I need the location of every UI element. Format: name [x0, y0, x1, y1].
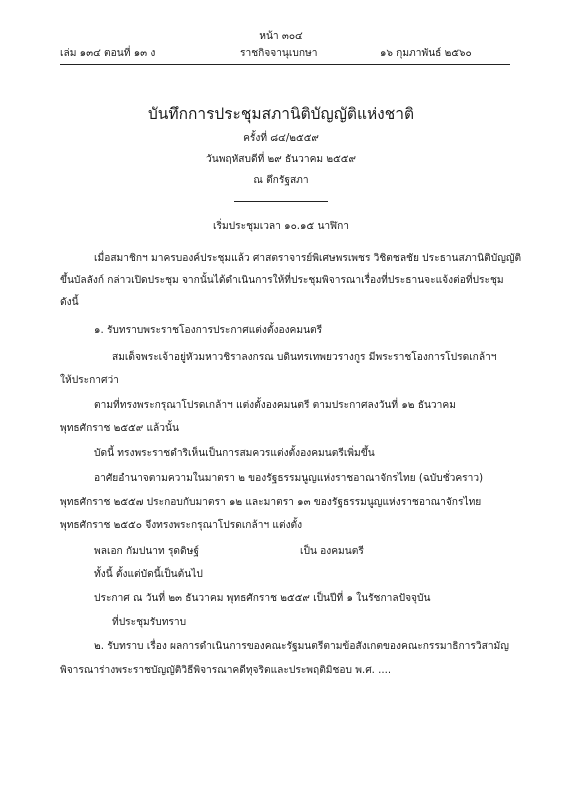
intro-line-2: ขึ้นบัลลังก์ กล่าวเปิดประชุม จากนั้นได้ดำเนินการให้ที่ประชุมพิจารณาเรื่องที่ประธานจะแจ้งต่อที่ประชุม — [60, 275, 504, 286]
item-2-line-2: พิจารณาร่างพระราชบัญญัติวิธีพิจารณาคดีทุจริตและประพฤติมิชอบ พ.ศ. .... — [60, 665, 392, 676]
gazette-volume: เล่ม ๑๓๔ ตอนที่ ๑๓ ง — [60, 48, 156, 59]
gazette-name: ราชกิจจานุเบกษา — [240, 48, 318, 59]
royal-command-line-1: สมเด็จพระเจ้าอยู่หัวมหาวชิราลงกรณ บดินทรเทพยวรางกูร มีพระราชโองการโปรดเกล้าฯ — [112, 352, 497, 363]
appointee-role: เป็น องคมนตรี — [300, 546, 364, 557]
royal-command-line-2: ให้ประกาศว่า — [60, 375, 119, 386]
announced-line: ประกาศ ณ วันที่ ๒๓ ธันวาคม พุทธศักราช ๒๕๕๙ เป็นปีที่ ๑ ในรัชกาลปัจจุบัน — [94, 593, 431, 604]
additional-appointment-line: บัดนี้ ทรงพระราชดำริเห็นเป็นการสมควรแต่งตั้งองคมนตรีเพิ่มขึ้น — [94, 448, 375, 459]
start-time: เริ่มประชุมเวลา ๑๐.๑๕ นาฬิกา — [213, 221, 349, 232]
authority-line-1: อาศัยอำนาจตามความในมาตรา ๒ ของรัฐธรรมนูญแห่งราชอาณาจักรไทย (ฉบับชั่วคราว) — [94, 473, 484, 484]
authority-line-2: พุทธศักราช ๒๕๕๗ ประกอบกับมาตรา ๑๒ และมาตรา ๑๓ ของรัฐธรรมนูญแห่งราชอาณาจักรไทย — [60, 497, 482, 508]
title-divider — [234, 201, 328, 202]
gazette-date: ๑๖ กุมภาพันธ์ ๒๕๖๐ — [380, 48, 472, 59]
effective-line: ทั้งนี้ ตั้งแต่บัดนี้เป็นต้นไป — [94, 569, 203, 580]
intro-line-3: ดังนี้ — [60, 297, 79, 308]
meeting-date: วันพฤหัสบดีที่ ๒๙ ธันวาคม ๒๕๕๙ — [206, 154, 356, 165]
item-2-line-1: ๒. รับทราบ เรื่อง ผลการดำเนินการของคณะรัฐมนตรีตามข้อสังเกตของคณะกรรมาธิการวิสามัญ — [94, 641, 509, 652]
grace-line-2: พุทธศักราช ๒๕๕๙ แล้วนั้น — [60, 423, 179, 434]
grace-line-1: ตามที่ทรงพระกรุณาโปรดเกล้าฯ แต่งตั้งองคมนตรี ตามประกาศลงวันที่ ๑๒ ธันวาคม — [94, 400, 456, 411]
session-number: ครั้งที่ ๘๔/๒๕๕๙ — [243, 133, 319, 144]
header-rule — [60, 64, 510, 65]
item-1-heading: ๑. รับทราบพระราชโองการประกาศแต่งตั้งองคมนตรี — [94, 325, 323, 336]
authority-line-3: พุทธศักราช ๒๕๕๐ จึงทรงพระกรุณาโปรดเกล้าฯ แต่งตั้ง — [60, 520, 303, 531]
meeting-venue: ณ ตึกรัฐสภา — [253, 175, 309, 186]
appointee-name: พลเอก กัมปนาท รุดดิษฐ์ — [94, 546, 199, 557]
intro-line-1: เมื่อสมาชิกฯ มาครบองค์ประชุมแล้ว ศาสตราจารย์พิเศษพรเพชร วิชิตชลชัย ประธานสภานิติบัญญัติ — [94, 253, 522, 264]
page-number: หน้า ๓๐๔ — [259, 31, 303, 42]
document-title: บันทึกการประชุมสภานิติบัญญัติแห่งชาติ — [147, 105, 415, 123]
acknowledged-line: ที่ประชุมรับทราบ — [112, 617, 187, 628]
